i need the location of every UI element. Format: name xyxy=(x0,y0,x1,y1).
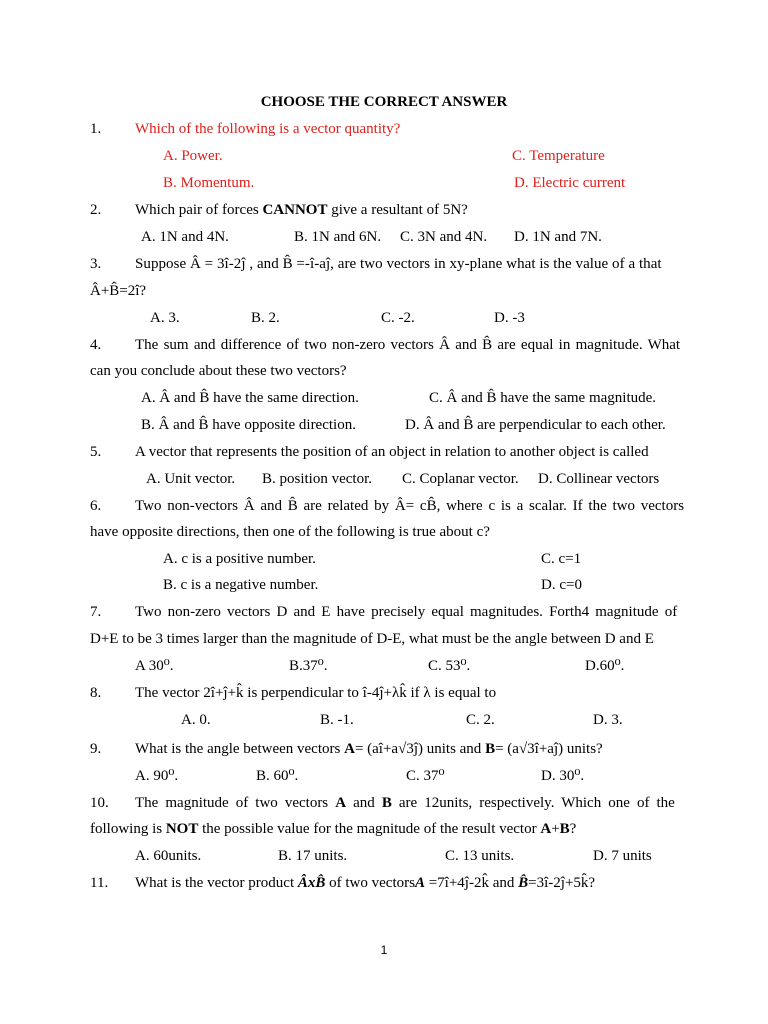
option-d: D. Electric current xyxy=(514,175,626,191)
option-c: C. 3N and 4N. xyxy=(400,229,488,245)
question-number: 6. xyxy=(90,498,102,514)
option-a: A. Power. xyxy=(163,148,223,164)
question-number: 3. xyxy=(90,256,102,272)
text-segment: =3î-2ĵ+5k̂? xyxy=(528,875,596,891)
question-number: 9. xyxy=(90,741,102,757)
option-b: B. Momentum. xyxy=(163,175,255,191)
option-d: D. -3 xyxy=(494,310,525,326)
question-text xyxy=(135,740,603,758)
vector-b: B̂ xyxy=(518,875,529,891)
option-a: A. Unit vector. xyxy=(146,471,236,487)
text-segment: The magnitude of two vectors xyxy=(135,795,336,811)
option-d: D. 30⁰. xyxy=(541,768,585,784)
text-segment: What is the vector product xyxy=(135,875,298,891)
text-segment: ? xyxy=(569,821,577,837)
question-number: 7. xyxy=(90,604,102,620)
option-b: B. Â and B̂ have opposite direction. xyxy=(141,417,356,433)
option-b: B. 1N and 6N. xyxy=(294,229,382,245)
page-title: CHOOSE THE CORRECT ANSWER xyxy=(260,94,508,110)
option-c: C. -2. xyxy=(381,310,415,326)
question-text xyxy=(135,874,595,892)
option-d: D. Collinear vectors xyxy=(538,471,660,487)
option-c: C. 2. xyxy=(466,712,495,728)
text-segment: = (aî+a√3ĵ) units and xyxy=(354,741,486,757)
option-b: B. position vector. xyxy=(262,471,372,487)
option-b: B.37⁰. xyxy=(289,658,328,674)
option-d: D.60⁰. xyxy=(585,658,625,674)
emphasis: CANNOT xyxy=(262,202,328,218)
option-a: A. 1N and 4N. xyxy=(141,229,229,245)
option-c: C. 37⁰ xyxy=(406,768,445,784)
question-text-cont xyxy=(90,820,576,838)
question-text-cont: have opposite directions, then one of the following is true about c? xyxy=(90,524,490,540)
option-a: A. 90⁰. xyxy=(135,768,179,784)
text-segment: + xyxy=(551,821,560,837)
option-c: C. Â and B̂ have the same magnitude. xyxy=(429,390,657,406)
option-d: D. 7 units xyxy=(593,848,652,864)
text-segment: are 12units, respectively. Which one of the xyxy=(391,795,675,811)
text-segment: =7î+4ĵ-2k̂ and xyxy=(424,875,519,891)
question-number: 2. xyxy=(90,202,102,218)
page-number: 1 xyxy=(380,943,388,957)
question-text-cont: can you conclude about these two vectors? xyxy=(90,363,347,379)
emphasis: NOT xyxy=(165,821,199,837)
vector-a: A xyxy=(540,821,552,837)
text-segment: Which pair of forces xyxy=(135,202,263,218)
vector-b: B xyxy=(485,741,496,757)
question-text: Two non-vectors Â and B̂ are related by Â= cB̂, where c is a scalar. If the two vectors xyxy=(135,498,685,514)
text-segment: the possible value for the magnitude of the result vector xyxy=(198,821,541,837)
question-number: 11. xyxy=(90,875,109,891)
option-d: D. c=0 xyxy=(541,577,582,593)
option-b: B. -1. xyxy=(320,712,354,728)
option-c: C. 13 units. xyxy=(445,848,515,864)
option-b: B. 17 units. xyxy=(278,848,348,864)
text-segment: and xyxy=(346,795,382,811)
question-number: 5. xyxy=(90,444,102,460)
option-c: C. 53⁰. xyxy=(428,658,471,674)
question-text xyxy=(135,794,675,812)
option-d: D. 1N and 7N. xyxy=(514,229,602,245)
option-a: A. Â and B̂ have the same direction. xyxy=(141,390,359,406)
question-text xyxy=(135,201,468,219)
option-b: B. c is a negative number. xyxy=(163,577,319,593)
option-c: C. Coplanar vector. xyxy=(402,471,519,487)
question-text: The sum and difference of two non-zero vectors Â and B̂ are equal in magnitude. What xyxy=(135,337,681,353)
question-text: Suppose Â = 3î-2ĵ , and B̂ =-î-aĵ, are two vectors in xy-plane what is the value of a that xyxy=(135,256,662,272)
vector-a: A xyxy=(414,875,425,891)
question-text: The vector 2î+ĵ+k̂ is perpendicular to î-4ĵ+λk̂ if λ is equal to xyxy=(135,685,497,701)
vector-a: A xyxy=(335,795,347,811)
option-b: B. 60⁰. xyxy=(256,768,299,784)
option-c: C. Temperature xyxy=(512,148,605,164)
question-text: Two non-zero vectors D and E have precisely equal magnitudes. Forth4 magnitude of xyxy=(135,604,678,620)
vector-b: B xyxy=(559,821,570,837)
question-number: 8. xyxy=(90,685,102,701)
option-a: A. 3. xyxy=(150,310,180,326)
vector-product: ÂxB̂ xyxy=(297,875,326,891)
option-a: A. 60units. xyxy=(135,848,202,864)
option-c: C. c=1 xyxy=(541,551,582,567)
vector-a: A xyxy=(344,741,355,757)
text-segment: of two vectors xyxy=(325,875,415,891)
text-segment: What is the angle between vectors xyxy=(135,741,345,757)
question-number: 4. xyxy=(90,337,102,353)
option-a: A. 0. xyxy=(181,712,211,728)
option-d: D. Â and B̂ are perpendicular to each other. xyxy=(405,417,666,433)
vector-b: B xyxy=(381,795,392,811)
text-segment: following is xyxy=(90,821,166,837)
question-text-cont: Â+B̂=2î? xyxy=(90,283,147,299)
question-text-cont: D+E to be 3 times larger than the magnitude of D-E, what must be the angle between D and E xyxy=(90,631,654,647)
text-segment: = (a√3î+aĵ) units? xyxy=(495,741,603,757)
option-a: A. c is a positive number. xyxy=(163,551,316,567)
option-a: A 30⁰. xyxy=(135,658,174,674)
question-text: Which of the following is a vector quantity? xyxy=(135,121,401,137)
option-b: B. 2. xyxy=(251,310,280,326)
text-segment: give a resultant of 5N? xyxy=(327,202,468,218)
question-text: A vector that represents the position of an object in relation to another object is called xyxy=(135,444,649,460)
question-number: 1. xyxy=(90,121,102,137)
question-number: 10. xyxy=(90,795,109,811)
option-d: D. 3. xyxy=(593,712,623,728)
